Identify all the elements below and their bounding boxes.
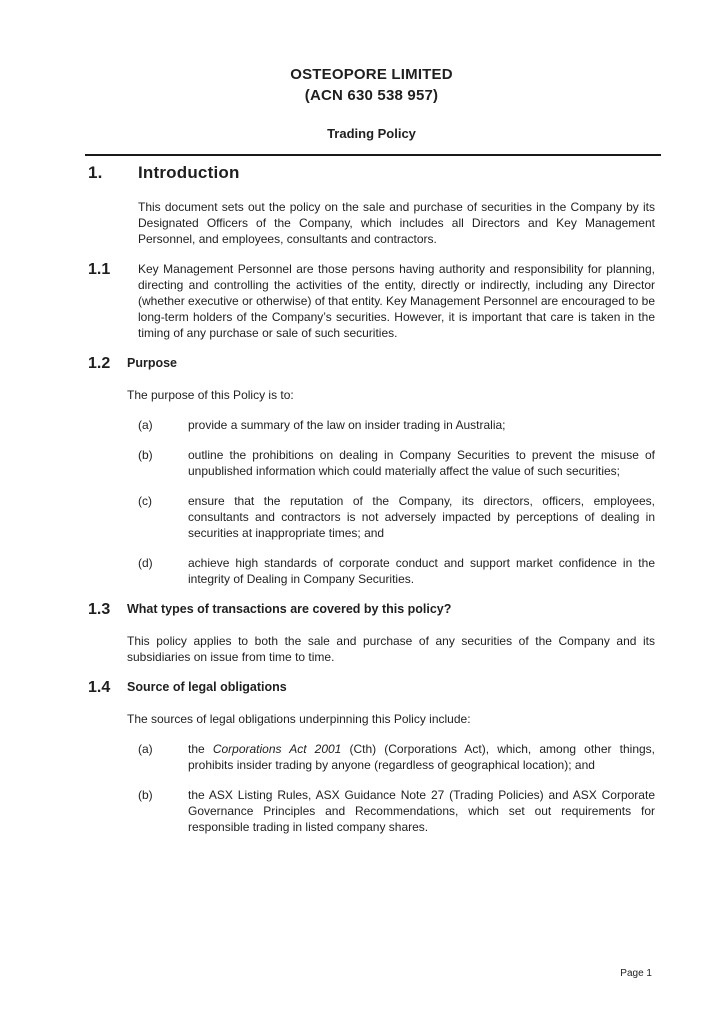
clause-heading: Purpose bbox=[127, 356, 178, 370]
clause-1-3-heading-row bbox=[88, 601, 655, 619]
list-item bbox=[138, 493, 655, 541]
section-1-introduction bbox=[88, 163, 655, 835]
list-marker: (a) bbox=[138, 742, 153, 756]
list-item-text: achieve high standards of corporate conduct and support market confidence in the integrity of Dealing in Company Securities. bbox=[188, 556, 655, 586]
list-marker: (a) bbox=[138, 418, 153, 432]
list-item-text: ensure that the reputation of the Company, its directors, officers, employees, consultants and contractors is not adversely impacted by perceptions of dealing in securities at inappropriate times; and bbox=[188, 494, 655, 540]
list-item-text: the ASX Listing Rules, ASX Guidance Note 27 (Trading Policies) and ASX Corporate Governance Principles and Recommendations, which set out requirements for responsible trading in listed company shares. bbox=[188, 788, 655, 834]
list-item bbox=[138, 447, 655, 479]
list-item bbox=[138, 555, 655, 587]
clause-number: 1.4 bbox=[88, 679, 111, 696]
section-heading-row bbox=[88, 163, 655, 183]
clause-1-4-lead: The sources of legal obligations underpinning this Policy include: bbox=[127, 712, 471, 726]
clause-1-3-body: This policy applies to both the sale and purchase of any securities of the Company and its subsidiaries on issue from time to time. bbox=[127, 634, 655, 664]
section-number: 1. bbox=[88, 163, 103, 182]
clause-number: 1.2 bbox=[88, 355, 111, 372]
header-rule-divider bbox=[85, 154, 661, 156]
document-title: Trading Policy bbox=[327, 126, 416, 141]
clause-1-1 bbox=[88, 261, 655, 341]
list-marker: (b) bbox=[138, 448, 153, 462]
list-item-text: outline the prohibitions on dealing in Company Securities to prevent the misuse of unpublished information which could materially affect the value of such securities; bbox=[188, 448, 655, 478]
list-item bbox=[138, 787, 655, 835]
list-marker: (c) bbox=[138, 494, 152, 508]
document-content bbox=[88, 64, 655, 849]
clause-1-2-lead: The purpose of this Policy is to: bbox=[127, 388, 294, 402]
clause-heading: Source of legal obligations bbox=[127, 680, 287, 694]
section-heading: Introduction bbox=[138, 163, 240, 182]
purpose-list bbox=[127, 417, 655, 587]
clause-number: 1.1 bbox=[88, 261, 111, 278]
document-header bbox=[88, 64, 655, 141]
list-item bbox=[138, 417, 655, 433]
italic-act-title: Corporations Act 2001 bbox=[212, 742, 342, 756]
page-number: Page 1 bbox=[620, 968, 652, 979]
text-run: (Cth) (Corporations Act), which, among other things, prohibits insider trading by anyone (regardless of geographical location); and bbox=[188, 742, 656, 772]
list-marker: (b) bbox=[138, 788, 153, 802]
legal-obligations-list bbox=[127, 741, 655, 835]
clause-heading: What types of transactions are covered by this policy? bbox=[127, 602, 452, 616]
clause-text: Key Management Personnel are those persons having authority and responsibility for planning, directing and controlling the activities of the entity, directly or indirectly, including any Director (whether executive or otherwise) of that entity. Key Management Personnel are encouraged to be long-term holders of the Company’s securities. However, it is important that care is taken in the timing of any purchase or sale of such securities. bbox=[138, 262, 655, 340]
company-acn: (ACN 630 538 957) bbox=[304, 87, 439, 104]
intro-paragraph: This document sets out the policy on the sale and purchase of securities in the Company by its Designated Officers of the Company, which includes all Directors and Key Management Personnel, and employees, consultants and contractors. bbox=[138, 200, 655, 246]
list-item bbox=[138, 741, 655, 773]
text-run: the bbox=[188, 742, 213, 756]
clause-1-2-heading-row bbox=[88, 355, 655, 373]
list-item-text: provide a summary of the law on insider trading in Australia; bbox=[188, 418, 506, 432]
clause-number: 1.3 bbox=[88, 601, 111, 618]
company-name: OSTEOPORE LIMITED bbox=[290, 66, 453, 83]
list-item-text bbox=[188, 741, 655, 773]
clause-1-4-heading-row bbox=[88, 679, 655, 697]
list-marker: (d) bbox=[138, 556, 153, 570]
